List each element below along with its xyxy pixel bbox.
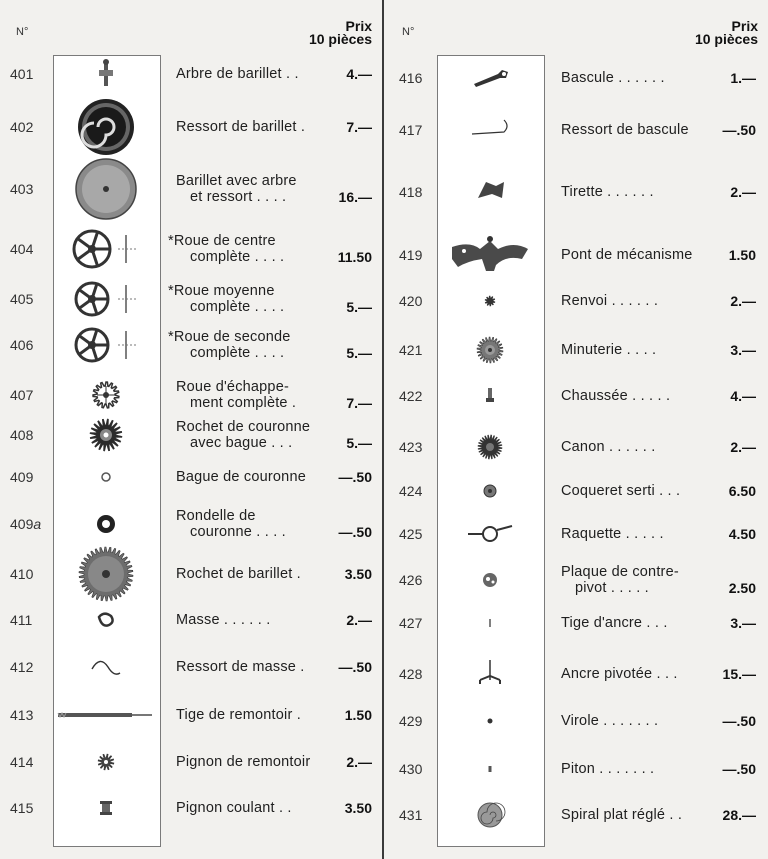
part-description-line: Tirette . . . . . . [561,184,654,200]
part-price: 1.— [730,70,756,86]
part-number: 402 [10,119,34,135]
part-number: 407 [10,387,34,403]
part-number [10,516,41,532]
part-description-line: Renvoi . . . . . . [561,293,659,309]
part-description-line: Plaque de contre- [561,564,679,580]
part-price: —.50 [338,659,372,675]
part-price: 7.— [346,395,372,411]
part-description-line: Minuterie . . . . [561,342,657,358]
part-price: 3.50 [344,800,372,816]
mainspring-icon [56,92,156,162]
part-number: 403 [10,181,34,197]
part-price: —.50 [338,524,372,540]
part-number: 422 [399,388,423,404]
part-number: 401 [10,66,34,82]
part-description-line: Barillet avec arbre [176,173,297,189]
column-divider [382,0,384,859]
part-description-line: Bascule . . . . . . [561,70,665,86]
part-number: 415 [10,800,34,816]
part-price: 2.— [730,184,756,200]
part-description-line: Rochet de barillet . [176,566,301,582]
part-description-line: Pont de mécanisme [561,247,693,263]
part-number: 421 [399,342,423,358]
part-number: 406 [10,337,34,353]
part-description-line: Rochet de couronne [176,419,311,435]
part-description-line: Chaussée . . . . . [561,388,671,404]
part-description-line: Ressort de bascule [561,122,689,138]
part-description-line: Ancre pivotée . . . [561,666,678,682]
part-description-line: *Roue de seconde [168,329,291,345]
part-price: 28.— [722,807,756,823]
part-description-line: *Roue de centre [168,233,276,249]
part-description-line: Virole . . . . . . . [561,713,659,729]
setting-lever-icon [440,157,540,227]
part-price: 3.50 [344,566,372,582]
part-number: 408 [10,427,34,443]
part-description-line: Ressort de barillet . [176,119,306,135]
part-price: 5.— [346,435,372,451]
part-number: 428 [399,666,423,682]
part-price: 2.50 [728,580,756,596]
part-description-line: Canon . . . . . . [561,439,656,455]
part-number: 426 [399,572,423,588]
part-description-line: complète . . . . [190,345,285,361]
part-number: 419 [399,247,423,263]
part-price: 2.— [730,439,756,455]
part-description-line: Bague de couronne [176,469,306,485]
part-number: 425 [399,526,423,542]
part-number-suffix: a [33,516,42,532]
part-description-line: Raquette . . . . . [561,526,664,542]
part-price: —.50 [722,713,756,729]
part-price: 5.— [346,345,372,361]
part-price: 16.— [338,189,372,205]
part-price: —.50 [722,761,756,777]
part-price: 2.— [730,293,756,309]
part-price: 2.— [346,612,372,628]
price-header-line1-right: Prix [731,18,758,34]
part-number: 427 [399,615,423,631]
part-description-line: complète . . . . [190,249,285,265]
part-number: 405 [10,291,34,307]
part-price: 4.— [346,66,372,82]
part-price: 4.50 [728,526,756,542]
price-header-line2: 10 pièces [308,31,372,47]
part-description-line: *Roue moyenne [168,283,275,299]
part-number-base: 409 [10,516,34,532]
sliding-pinion-icon [56,773,156,843]
part-number: 404 [10,241,34,257]
part-description-line: pivot . . . . . [575,580,649,596]
part-number: 417 [399,122,423,138]
part-price: 4.— [730,388,756,404]
part-description-line: Piton . . . . . . . [561,761,655,777]
part-description-line: Ressort de masse . [176,659,305,675]
part-description-line: Pignon de remontoir [176,754,311,770]
yoke-spring-icon [440,95,540,165]
part-price: —.50 [722,122,756,138]
part-number: 410 [10,566,34,582]
part-number: 429 [399,713,423,729]
part-number: 409 [10,469,34,485]
price-column-header [300,20,372,46]
part-number: 411 [10,612,33,628]
part-number: 416 [399,70,423,86]
part-description-line: Masse . . . . . . [176,612,271,628]
part-price: 3.— [730,342,756,358]
price-column-header-right [686,20,758,46]
part-description-line: ment complète . [190,395,297,411]
part-number: 418 [399,184,423,200]
part-number: 420 [399,293,423,309]
part-description-line: et ressort . . . . [190,189,287,205]
part-price: 5.— [346,299,372,315]
part-description-line: complète . . . . [190,299,285,315]
part-description-line: Spiral plat réglé . . [561,807,683,823]
part-price: 15.— [722,666,756,682]
number-column-header: N° [16,26,29,38]
price-header-line1: Prix [345,18,372,34]
part-description-line: Pignon coulant . . [176,800,292,816]
part-description-line: Roue d'échappe- [176,379,289,395]
part-description-line: Arbre de barillet . . [176,66,299,82]
part-number: 413 [10,707,34,723]
part-number: 423 [399,439,423,455]
part-price: 11.50 [337,249,372,265]
part-number: 414 [10,754,34,770]
part-price: 1.50 [344,707,372,723]
part-description-line: Rondelle de [176,508,256,524]
part-number: 431 [399,807,423,823]
hairspring-icon [440,780,540,850]
part-description-line: avec bague . . . [190,435,293,451]
part-price: 7.— [346,119,372,135]
part-description-line: couronne . . . . [190,524,286,540]
part-number: 430 [399,761,423,777]
part-price: —.50 [338,469,372,485]
part-price: 2.— [346,754,372,770]
number-column-header-right: N° [402,26,415,38]
part-number: 424 [399,483,423,499]
price-header-line2-right: 10 pièces [694,31,758,47]
part-price: 1.50 [728,247,756,263]
part-description-line: Coqueret serti . . . [561,483,681,499]
part-description-line: Tige d'ancre . . . [561,615,668,631]
part-price: 3.— [730,615,756,631]
part-description-line: Tige de remontoir . [176,707,301,723]
part-number: 412 [10,659,34,675]
part-price: 6.50 [728,483,756,499]
